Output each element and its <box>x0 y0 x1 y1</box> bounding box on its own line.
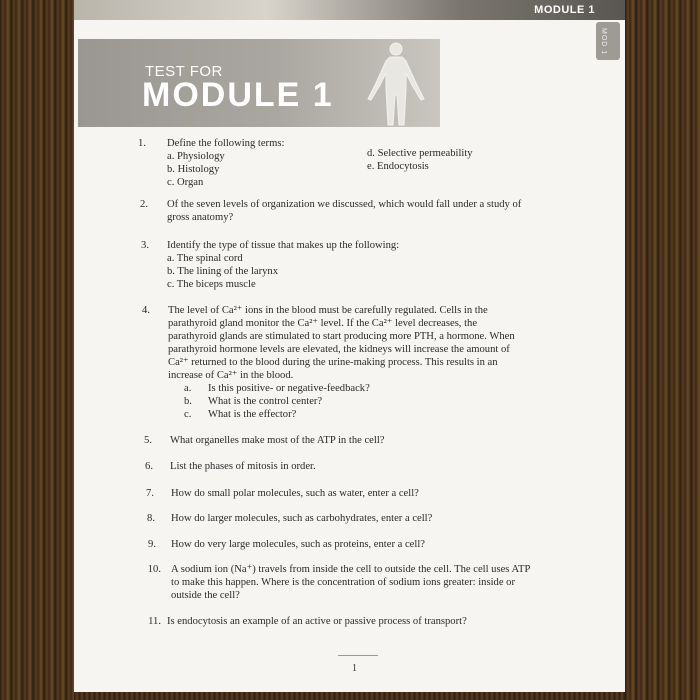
question-1-item-c: c. Organ <box>167 177 204 188</box>
question-4-line-1: The level of Ca²⁺ ions in the blood must be carefully regulated. Cells in the <box>168 305 488 316</box>
banner-subtitle: TEST FOR <box>145 63 223 80</box>
question-10-number: 10. <box>147 564 161 575</box>
question-4-line-2: parathyroid gland monitor the Ca²⁺ level. If the Ca²⁺ level decreases, the <box>168 318 478 329</box>
question-7-number: 7. <box>146 488 154 499</box>
question-4-line-4: parathyroid hormone levels are elevated, the kidneys will increase the amount of <box>168 344 510 355</box>
wood-background-left <box>0 0 74 700</box>
question-list <box>74 0 625 700</box>
question-3-item-b: b. The lining of the larynx <box>167 266 279 277</box>
question-4-item-c: What is the effector? <box>208 409 297 420</box>
question-1-text: Define the following terms: <box>167 138 285 149</box>
question-4-number: 4. <box>142 305 150 316</box>
question-3-item-c: c. The biceps muscle <box>167 279 256 290</box>
question-8-number: 8. <box>147 513 155 524</box>
side-tab-label: MOD 1 <box>600 28 607 56</box>
question-10-line-1: A sodium ion (Na⁺) travels from inside the cell to outside the cell. The cell uses ATP <box>171 564 531 575</box>
question-10-line-3: outside the cell? <box>171 590 240 601</box>
question-1-item-b: b. Histology <box>167 164 220 175</box>
question-3-text: Identify the type of tissue that makes up the following: <box>167 240 400 251</box>
question-1-item-d: d. Selective permeability <box>367 148 473 159</box>
question-4-line-5: Ca²⁺ returned to the blood during the urine-making process. This results in an <box>168 357 498 368</box>
question-9-text: How do very large molecules, such as proteins, enter a cell? <box>171 539 425 550</box>
question-4-item-b-label: b. <box>184 396 192 407</box>
footer-divider <box>338 655 378 656</box>
question-5-number: 5. <box>144 435 152 446</box>
question-1-item-a: a. Physiology <box>167 151 225 162</box>
question-2-number: 2. <box>140 199 148 210</box>
question-5-text: What organelles make most of the ATP in the cell? <box>170 435 385 446</box>
question-4-item-a: Is this positive- or negative-feedback? <box>208 383 370 394</box>
wood-background-right <box>625 0 700 700</box>
module-tag: MODULE 1 <box>534 4 595 16</box>
question-6-number: 6. <box>145 461 153 472</box>
question-4-line-6: increase of Ca²⁺ in the blood. <box>168 370 294 381</box>
question-11-text: Is endocytosis an example of an active or passive process of transport? <box>167 616 467 627</box>
banner-title: MODULE 1 <box>142 76 334 114</box>
question-1-item-e: e. Endocytosis <box>367 161 429 172</box>
page-number: 1 <box>352 663 357 674</box>
question-4-item-a-label: a. <box>184 383 192 394</box>
question-4-item-b: What is the control center? <box>208 396 323 407</box>
question-1-number: 1. <box>138 138 146 149</box>
worksheet-page <box>74 0 625 700</box>
question-2-line-1: Of the seven levels of organization we discussed, which would fall under a study of <box>167 199 522 210</box>
question-10-line-2: to make this happen. Where is the concentration of sodium ions greater: inside or <box>171 577 516 588</box>
question-6-text: List the phases of mitosis in order. <box>170 461 316 472</box>
question-11-number: 11. <box>148 616 161 627</box>
question-3-item-a: a. The spinal cord <box>167 253 243 264</box>
question-9-number: 9. <box>148 539 156 550</box>
question-8-text: How do larger molecules, such as carbohydrates, enter a cell? <box>171 513 433 524</box>
question-7-text: How do small polar molecules, such as water, enter a cell? <box>171 488 419 499</box>
bottom-wood-edge <box>74 692 625 700</box>
question-4-line-3: parathyroid glands are stimulated to start producing more PTH, a hormone. When <box>168 331 515 342</box>
question-2-line-2: gross anatomy? <box>167 212 234 223</box>
question-4-item-c-label: c. <box>184 409 192 420</box>
question-3-number: 3. <box>141 240 149 251</box>
